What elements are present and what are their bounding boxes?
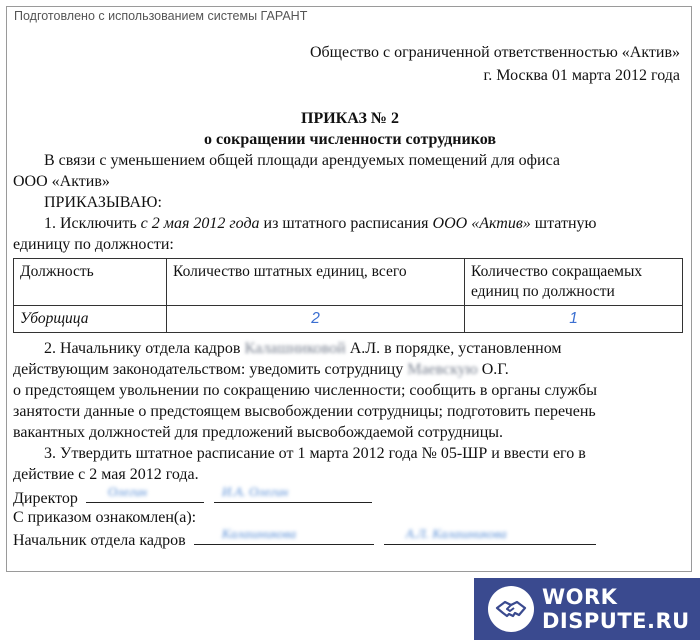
signature-underline <box>86 484 204 503</box>
blurred-name: Маевскую <box>407 361 478 378</box>
order-subject: о сокращении численности сотрудников <box>204 131 496 148</box>
item-1-line <box>44 215 596 233</box>
table-row <box>14 306 683 333</box>
prikazyvayu-heading: ПРИКАЗЫВАЮ: <box>44 194 162 211</box>
item-3-line: 3. Утвердить штатное расписание от 1 марта 2012 года № 05-ШР и ввести его в <box>44 445 586 462</box>
place-date: г. Москва 01 марта 2012 года <box>483 67 680 84</box>
handshake-icon <box>488 586 534 632</box>
hr-signature: Калашникова <box>221 526 297 541</box>
date-span: с 2 мая 2012 года <box>140 215 260 232</box>
hr-signature-line <box>13 526 596 550</box>
staff-table <box>13 258 683 333</box>
table-header-cell: Должность <box>14 259 167 306</box>
text-span: 1. Исключить <box>44 215 141 232</box>
source-note: Подготовлено с использованием системы ГАРАНТ <box>14 9 308 23</box>
table-header-cell: Количество сокращаемых единиц по должности <box>465 259 683 306</box>
paragraph-line: о предстоящем увольнении по сокращению численности; сообщить в органы службы <box>13 382 597 399</box>
text-span: А.Л. в порядке, установленном <box>345 340 562 357</box>
table-header-row <box>14 259 683 306</box>
signature-underline <box>194 526 374 545</box>
logo-line-1: WORK <box>542 585 618 609</box>
text-span: действующим законодательством: уведомить сотрудницу <box>13 361 408 378</box>
text-span: О.Г. <box>477 361 509 378</box>
director-signature: Олегин <box>107 484 148 499</box>
organization-name: Общество с ограниченной ответственностью «Актив» <box>309 44 680 61</box>
table-cell: 1 <box>465 306 683 333</box>
workdispute-logo <box>474 578 700 640</box>
hr-label: Начальник отдела кадров <box>13 532 186 549</box>
text-span: штатную <box>530 215 597 232</box>
table-cell: Уборщица <box>14 306 167 333</box>
paragraph-line: действие с 2 мая 2012 года. <box>13 466 199 483</box>
director-signature-line <box>13 484 372 508</box>
hr-name: А.Л. Калашникова <box>405 526 507 541</box>
signature-underline <box>384 526 596 545</box>
paragraph-line: В связи с уменьшением общей площади арендуемых помещений для офиса <box>44 152 560 169</box>
signature-underline <box>214 484 372 503</box>
paragraph-line: единицу по должности: <box>13 236 174 253</box>
director-label: Директор <box>13 490 78 507</box>
paragraph-line: занятости данные о предстоящем высвобождении сотрудницы; подготовить перечень <box>13 403 596 420</box>
director-name: И.А. Олегин <box>221 484 289 499</box>
acknowledgement-label: С приказом ознакомлен(а): <box>13 509 197 526</box>
table-cell: 2 <box>167 306 465 333</box>
company-span: ООО «Актив» <box>432 215 531 232</box>
text-span: 2. Начальнику отдела кадров <box>44 340 245 357</box>
order-title: ПРИКАЗ № 2 <box>301 110 399 127</box>
text-span: из штатного расписания <box>259 215 433 232</box>
paragraph-line: ООО «Актив» <box>13 173 110 190</box>
table-header-cell: Количество штатных единиц, всего <box>167 259 465 306</box>
item-2-line <box>44 340 562 358</box>
paragraph-line: вакантных должностей для предложений высвобождаемой сотрудницы. <box>13 424 504 441</box>
logo-line-2: DISPUTE.RU <box>542 609 690 633</box>
item-2-line <box>13 361 509 379</box>
blurred-name: Калашниковой <box>244 340 346 357</box>
